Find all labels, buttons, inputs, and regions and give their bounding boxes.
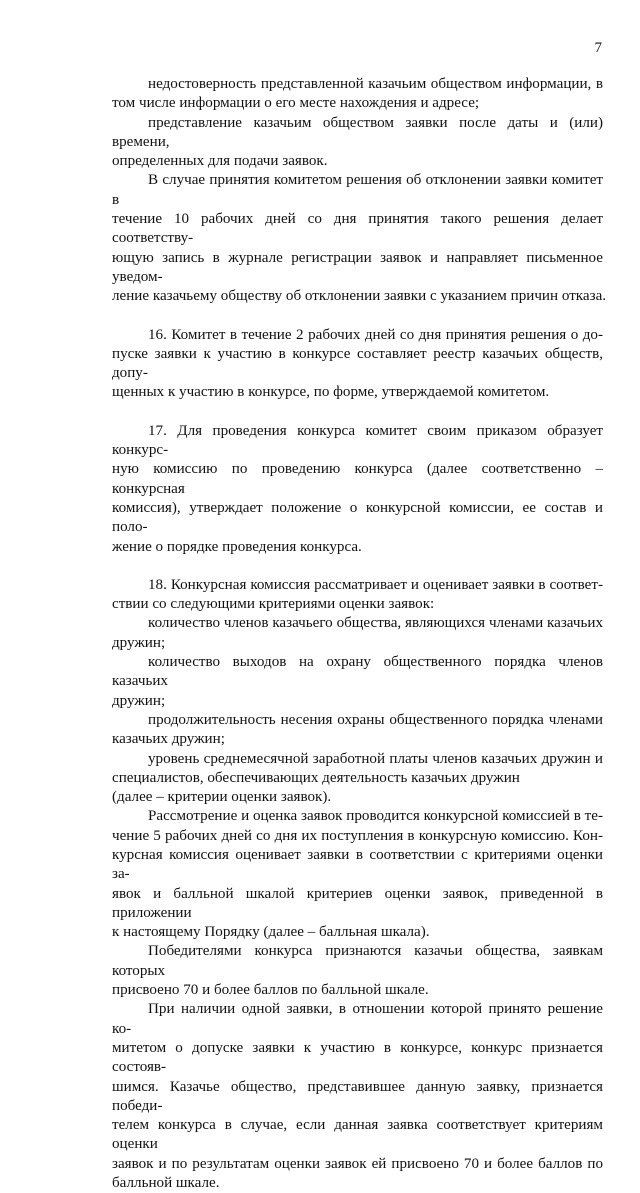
text-line: явок и балльной шкалой критериев оценки заявок, приведенной в приложении <box>112 885 603 921</box>
text-line: недостоверность представленной казачьим обществом информации, в <box>148 76 603 92</box>
text-line: щенных к участию в конкурсе, по форме, утверждаемой комитетом. <box>112 384 550 401</box>
text-line: (далее – критерии оценки заявок). <box>112 789 332 806</box>
text-line: 18. Конкурсная комиссия рассматривает и оценивает заявки в соответ- <box>148 576 603 593</box>
text-line: специалистов, обеспечивающих деятельность казачьих дружин <box>112 769 520 786</box>
text-line: дружин; <box>112 692 166 709</box>
text-line: балльной шкале. <box>112 1175 220 1192</box>
paragraph-winners <box>112 942 603 1000</box>
text-line: казачьих дружин; <box>112 731 225 748</box>
text-line: ствии со следующими критериями оценки заявок: <box>112 596 435 613</box>
document-body <box>112 75 607 1193</box>
text-line: Победителями конкурса признаются казачьи общества, заявкам которых <box>112 943 603 979</box>
text-line: При наличии одной заявки, в отношении которой принято решение ко- <box>112 1001 603 1037</box>
paragraph-review-period <box>112 807 603 942</box>
text-line: количество членов казачьего общества, являющихся членами казачьих <box>148 615 603 632</box>
text-line: определенных для подачи заявок. <box>112 153 328 170</box>
paragraph-single-application <box>112 1000 603 1193</box>
text-line: течение 10 рабочих дней со дня принятия такого решения делает соответству- <box>112 211 603 247</box>
text-line: том числе информации о его месте нахождения и адресе; <box>112 95 480 112</box>
text-line: 17. Для проведения конкурса комитет своим приказом образует конкурс- <box>112 422 603 459</box>
text-line: уровень среднемесячной заработной платы членов казачьих дружин и <box>148 750 603 767</box>
text-line: пуске заявки к участию в конкурсе составляет реестр казачьих обществ, допу- <box>112 345 603 382</box>
text-line: ную комиссию по проведению конкурса (далее соответственно – конкурсная <box>112 461 603 497</box>
text-line: комиссия), утверждает положение о конкурсной комиссии, ее состав и поло- <box>112 499 603 536</box>
criterion-patrol-count <box>112 653 603 711</box>
text-line: к настоящему Порядку (далее – балльная шкала). <box>112 924 430 941</box>
text-line: шимся. Казачье общество, представившее данную заявку, признается победи- <box>112 1078 603 1114</box>
text-line: жение о порядке проведения конкурса. <box>112 538 362 555</box>
paragraph-rejection-notice <box>112 171 607 306</box>
paragraph-clause-17 <box>112 422 603 557</box>
text-line: В случае принятия комитетом решения об отклонении заявки комитет в <box>112 172 603 208</box>
text-line: курсная комиссия оценивает заявки в соответствии с критериями оценки за- <box>112 846 603 883</box>
paragraph-late-submission <box>112 114 603 172</box>
text-line: количество выходов на охрану общественного порядка членов казачьих <box>112 654 603 690</box>
text-line: Рассмотрение и оценка заявок проводится конкурсной комиссией в те- <box>148 808 603 825</box>
text-line: дружин; <box>112 634 166 651</box>
criteria-definition <box>112 788 603 807</box>
text-line: чение 5 рабочих дней со дня их поступления в конкурсную комиссию. Кон- <box>112 827 603 844</box>
text-line: ление казачьему обществу об отклонении заявки с указанием причин отказа. <box>112 288 607 305</box>
text-line: присвоено 70 и более баллов по балльной шкале. <box>112 982 429 999</box>
paragraph-unreliable-info <box>112 75 603 114</box>
text-line: продолжительность несения охраны общественного порядка членами <box>148 711 603 728</box>
text-line: 16. Комитет в течение 2 рабочих дней со дня принятия решения о до- <box>148 326 603 343</box>
text-line: представление казачьим обществом заявки после даты и (или) времени, <box>112 114 603 150</box>
page-number: 7 <box>594 40 602 56</box>
text-line: заявок и по результатам оценки заявок ей присвоено 70 и более баллов по <box>112 1155 603 1172</box>
criterion-patrol-duration <box>112 711 603 750</box>
paragraph-clause-18 <box>112 576 603 615</box>
text-line: ющую запись в журнале регистрации заявок и направляет письменное уведом- <box>112 249 603 285</box>
criterion-member-count <box>112 614 603 653</box>
paragraph-clause-16 <box>112 326 603 403</box>
text-line: митетом о допуске заявки к участию в конкурсе, конкурс признается состояв- <box>112 1039 603 1076</box>
text-line: телем конкурса в случае, если данная заявка соответствует критериям оценки <box>112 1117 603 1153</box>
criterion-average-salary <box>112 750 603 789</box>
